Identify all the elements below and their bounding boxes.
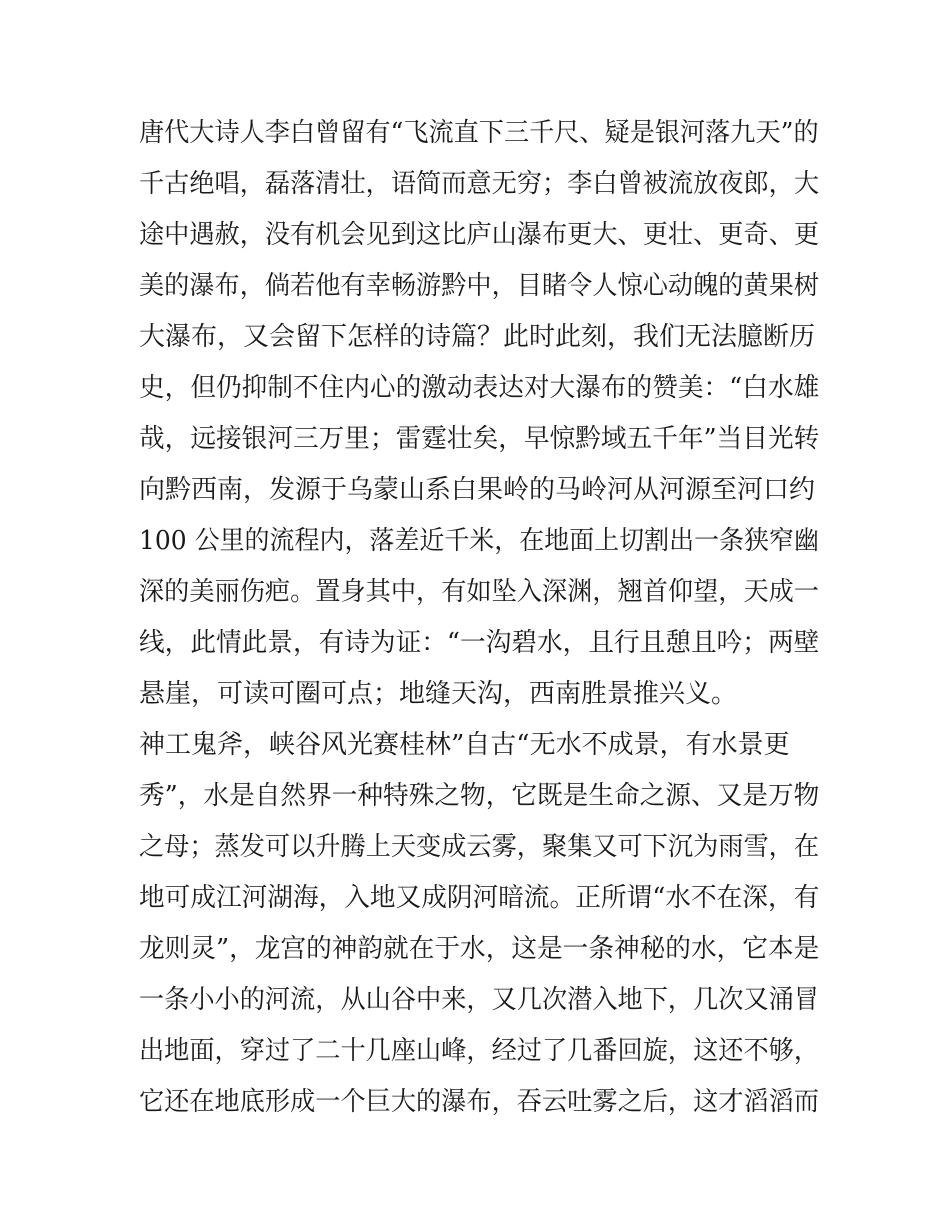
text-line: 大瀑布，又会留下怎样的诗篇？此时此刻，我们无法臆断历 [139, 322, 816, 352]
text-line: 线，此情此景，有诗为证：“一沟碧水，且行且憩且吟；两壁 [139, 628, 820, 658]
text-line: 秀”，水是自然界一种特殊之物，它既是生命之源、又是万物 [139, 781, 820, 811]
text-line: 出地面，穿过了二十几座山峰，经过了几番回旋，这还不够， [139, 1036, 820, 1066]
text-line: 龙则灵”，龙宫的神韵就在于水，这是一条神秘的水，它本是 [139, 934, 820, 964]
text-line: 唐代大诗人李白曾留有“飞流直下三千尺、疑是银河落九天”的 [139, 118, 819, 148]
text-line: 史，但仍抑制不住内心的激动表达对大瀑布的赞美：“白水雄 [139, 373, 820, 403]
text-line: 千古绝唱，磊落清壮，语简而意无穷；李白曾被流放夜郎，大 [139, 169, 820, 199]
text-line: 哉，远接银河三万里；雷霆壮矣，早惊黔域五千年”当目光转 [139, 424, 820, 454]
text-line: 地可成江河湖海，入地又成阴河暗流。正所谓“水不在深，有 [139, 883, 820, 913]
text-line: 美的瀑布，倘若他有幸畅游黔中，目睹令人惊心动魄的黄果树 [139, 271, 820, 301]
text-line: 悬崖，可读可圈可点；地缝天沟，西南胜景推兴义。 [139, 679, 738, 709]
text-line: 一条小小的河流，从山谷中来，又几次潜入地下，几次又涌冒 [139, 985, 820, 1015]
body-text [139, 108, 819, 1128]
text-line: 途中遇赦，没有机会见到这比庐山瀑布更大、更壮、更奇、更 [139, 220, 820, 250]
text-line: 之母；蒸发可以升腾上天变成云雾，聚集又可下沉为雨雪，在 [139, 832, 820, 862]
text-line: 它还在地底形成一个巨大的瀑布，吞云吐雾之后，这才滔滔而 [139, 1087, 820, 1117]
text-line: 深的美丽伤疤。置身其中，有如坠入深渊，翘首仰望，天成一 [139, 577, 820, 607]
text-line: 向黔西南，发源于乌蒙山系白果岭的马岭河从河源至河口约 [139, 475, 816, 505]
text-line: 神工鬼斧，峡谷风光赛桂林”自古“无水不成景，有水景更 [139, 730, 790, 760]
text-line: 100 公里的流程内，落差近千米，在地面上切割出一条狭窄幽 [139, 526, 819, 556]
